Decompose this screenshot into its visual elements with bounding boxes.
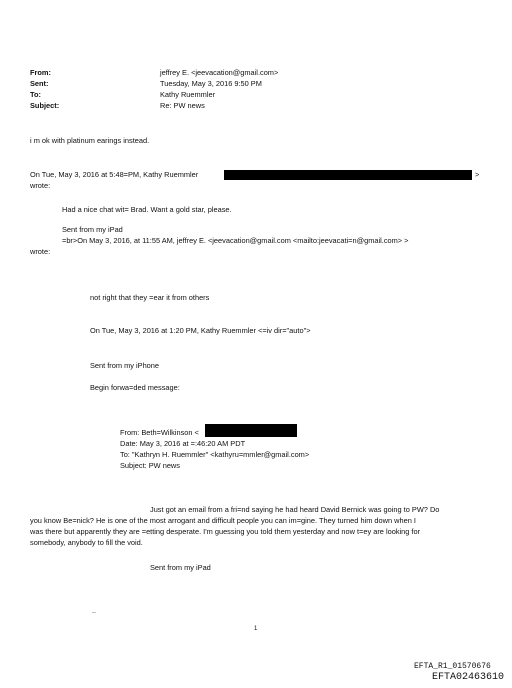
fwd-subject: Subject: PW news (120, 461, 180, 470)
paragraph-line: somebody, anybody to fill the void. (30, 538, 143, 547)
footer-id-secondary: EFTA02463610 (432, 672, 505, 683)
redaction-bar (205, 424, 297, 437)
quote2-line: =br>On May 3, 2016, at 11:55 AM, jeffrey E. <jeevacation@gmail.com <mailto:jeevacati=n@gmail.com> > (62, 236, 409, 245)
reply-text: i m ok with platinum earings instead. (30, 136, 150, 145)
fwd-date: Date: May 3, 2016 at =:46:20 AM PDT (120, 439, 246, 448)
quote1-wrote: wrote: (30, 181, 51, 190)
subject-value: Re: PW news (160, 101, 205, 110)
paragraph-line: Just got an email from a fri=nd saying he had heard David Bernick was going to PW? Do (150, 505, 440, 514)
subject-label: Subject: (30, 101, 60, 110)
to-value: Kathy Ruemmler (160, 90, 216, 99)
sent-value: Tuesday, May 3, 2016 9:50 PM (160, 79, 262, 88)
sent-from-ipad: Sent from my iPad (62, 225, 123, 234)
sent-from-ipad-2: Sent from my iPad (150, 563, 211, 572)
redaction-bar (224, 170, 472, 180)
page-number: 1 (254, 626, 258, 632)
ellipsis: .. (92, 606, 97, 615)
quote2-wrote: wrote: (30, 247, 51, 256)
sent-label: Sent: (30, 79, 49, 88)
fwd-from: From: Beth=Wilkinson < (120, 428, 199, 437)
from-value: jeffrey E. <jeevacation@gmail.com> (160, 68, 279, 77)
quote1-arrow: > (475, 170, 480, 179)
to-label: To: (30, 90, 41, 99)
sent-from-iphone: Sent from my iPhone (90, 361, 160, 370)
fwd-to: To: "Kathryn H. Ruemmler" <kathyru=mmler@gmail.com> (120, 450, 310, 459)
quote3-line: On Tue, May 3, 2016 at 1:20 PM, Kathy Ruemmler <=iv dir="auto"> (90, 326, 311, 335)
nice-chat-text: Had a nice chat wit= Brad. Want a gold star, please. (62, 205, 232, 214)
footer-id-primary: EFTA_R1_01570676 (414, 662, 491, 671)
quote1-line: On Tue, May 3, 2016 at 5:48=PM, Kathy Ruemmler (30, 170, 199, 179)
paragraph-line: was there but apparently they are =etting desperate. I'm guessing you told them yesterday and now t=ey are looking for (30, 527, 421, 536)
not-right-text: not right that they =ear it from others (90, 293, 210, 302)
paragraph-line: you know Be=nick? He is one of the most arrogant and difficult people you can im=gine. They turned him down when I (30, 516, 416, 525)
from-label: From: (30, 68, 51, 77)
begin-forwarded: Begin forwa=ded message: (90, 383, 180, 392)
